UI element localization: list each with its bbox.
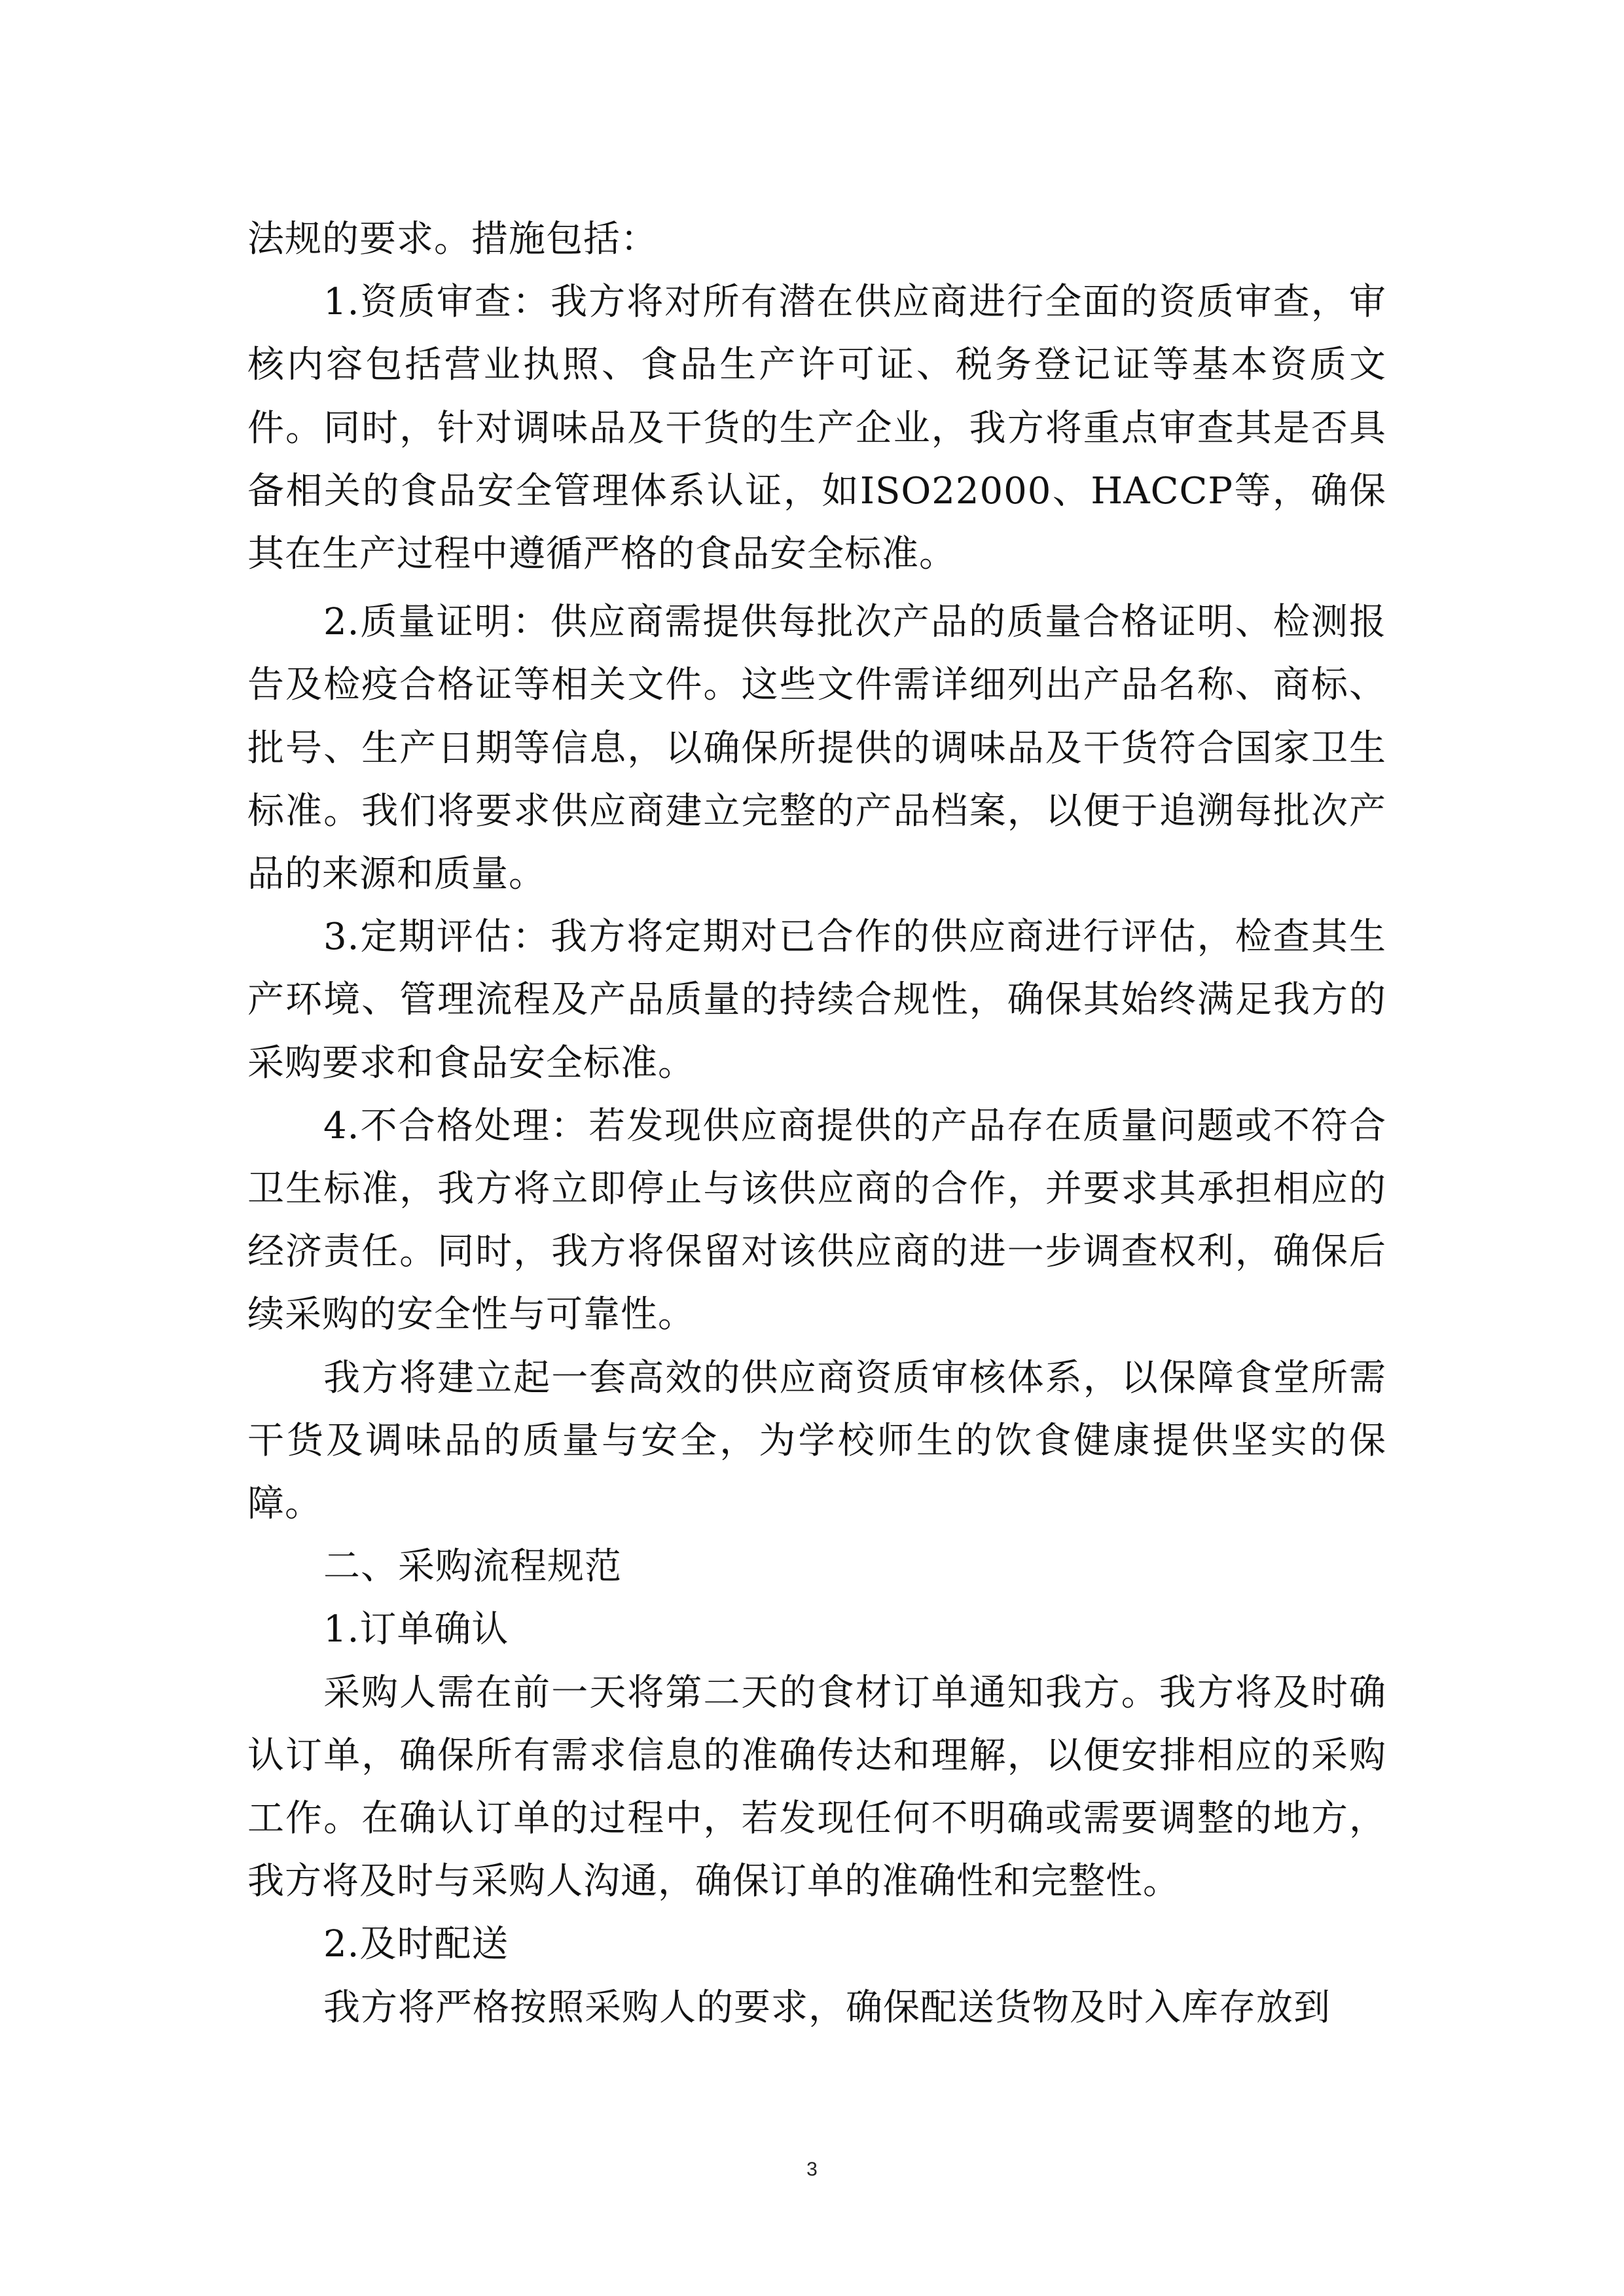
page-number: 3: [806, 2159, 818, 2180]
subheading-order-confirmation: 1.订单确认: [323, 1608, 509, 1651]
paragraph-periodic-evaluation: 3.定期评估：我方将定期对已合作的供应商进行评估，检查其生产环境、管理流程及产品质量的持续合规性，确保其始终满足我方的采购要求和食品安全标准。: [247, 916, 1386, 1085]
document-body: [247, 208, 1386, 2039]
paragraph-qualification-review: 1.资质审查：我方将对所有潜在供应商进行全面的资质审查，审核内容包括营业执照、食品生产许可证、税务登记证等基本资质文件。同时，针对调味品及干货的生产企业，我方将重点审查其是否具备相关的食品安全管理体系认证，如ISO22000、HACCP等，确保其在生产过程中遵循严格的食品安全标准。: [247, 281, 1386, 576]
paragraph-timely-delivery: 我方将严格按照采购人的要求，确保配送货物及时入库存放到: [323, 1986, 1331, 2029]
paragraph-order-confirmation: 采购人需在前一天将第二天的食材订单通知我方。我方将及时确认订单，确保所有需求信息的准确传达和理解，以便安排相应的采购工作。在确认订单的过程中，若发现任何不明确或需要调整的地方，我方将及时与采购人沟通，确保订单的准确性和完整性。: [247, 1671, 1386, 1903]
section-heading-procurement-process: 二、采购流程规范: [323, 1545, 622, 1588]
subheading-timely-delivery: 2.及时配送: [323, 1923, 509, 1966]
paragraph-quality-certification: 2.质量证明：供应商需提供每批次产品的质量合格证明、检测报告及检疫合格证等相关文件。这些文件需详细列出产品名称、商标、批号、生产日期等信息，以确保所提供的调味品及干货符合国家卫生标准。我们将要求供应商建立完整的产品档案，以便于追溯每批次产品的来源和质量。: [247, 601, 1386, 896]
paragraph-continuation: 法规的要求。措施包括：: [247, 218, 658, 260]
paragraph-nonconformity-handling: 4.不合格处理：若发现供应商提供的产品存在质量问题或不符合卫生标准，我方将立即停止与该供应商的合作，并要求其承担相应的经济责任。同时，我方将保留对该供应商的进一步调查权利，确保后续采购的安全性与可靠性。: [247, 1104, 1386, 1336]
paragraph-summary: 我方将建立起一套高效的供应商资质审核体系，以保障食堂所需干货及调味品的质量与安全，为学校师生的饮食健康提供坚实的保障。: [247, 1356, 1386, 1526]
